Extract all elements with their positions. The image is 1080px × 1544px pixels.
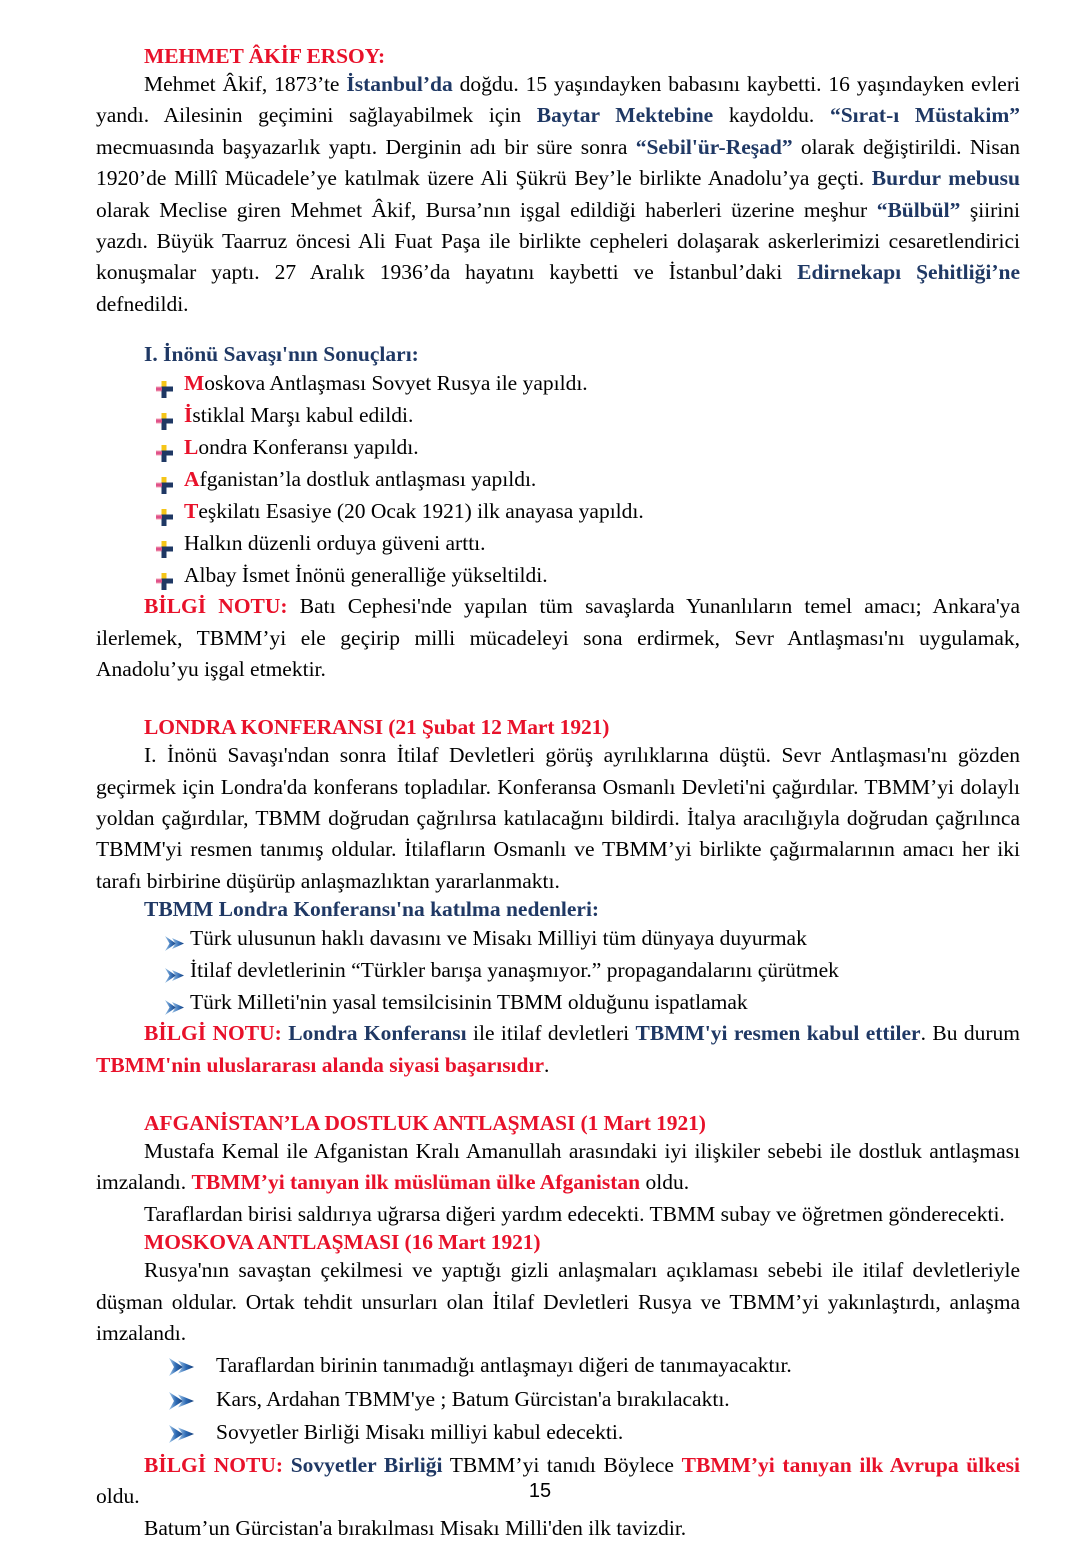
list-item: [156, 367, 1020, 399]
text-run: şiirini yazdı. Büyük Taarruz öncesi Ali Fuat Paşa ile birlikte cepheleri dolaşarak askerlerimizi cesaretlendirici konuşmalar yaptı. 27 Aralık 1936’da hayatını kaybetti ve İstanbul’daki: [96, 197, 1021, 285]
cross-bullet-icon: [156, 471, 173, 488]
emphasis-bulbul: “Bülbül”: [876, 197, 961, 222]
item-text: Halkın düzenli orduya güveni arttı.: [184, 531, 486, 556]
list-item: [164, 922, 1020, 954]
paragraph-mehmet-akif: [96, 69, 1020, 320]
item-text: stiklal Marşı kabul edildi.: [192, 403, 414, 428]
item-text: Türk ulusunun haklı davasını ve Misakı Milliyi tüm dünyaya duyurmak: [190, 926, 807, 951]
arrow-bullet-icon: [168, 1422, 196, 1444]
text-run: . Bu durum: [920, 1021, 1020, 1046]
text-run: olarak Meclise giren Mehmet Âkif, Bursa’nın işgal edildiği haberleri üzerine meşhur: [96, 197, 877, 222]
page-number: 15: [528, 1480, 552, 1502]
list-item: [156, 431, 1020, 463]
item-lead-letter: A: [184, 467, 200, 492]
emphasis-burdur-mebusu: Burdur mebusu: [871, 166, 1021, 191]
item-text: Kars, Ardahan TBMM'ye ; Batum Gürcistan'a bırakılacaktı.: [216, 1386, 730, 1411]
text-run: oldu.: [640, 1170, 690, 1195]
arrow-bullet-icon: [164, 961, 186, 978]
item-text: ondra Konferansı yapıldı.: [198, 435, 419, 460]
cross-bullet-icon: [156, 567, 173, 584]
item-text: Türk Milleti'nin yasal temsilcisinin TBMM olduğunu ispatlamak: [190, 990, 748, 1015]
text-run: mecmuasında başyazarlık yaptı. Derginin adı bir süre sonra: [96, 134, 636, 159]
arrow-bullet-icon: [164, 929, 186, 946]
text-run: .: [544, 1052, 550, 1077]
text-run: defnedildi.: [96, 291, 189, 316]
emphasis-tbmm-resmen-kabul: TBMM'yi resmen kabul ettiler: [635, 1021, 921, 1046]
section-heading-moskova: MOSKOVA ANTLAŞMASI (16 Mart 1921): [144, 1230, 541, 1255]
bilgi-notu-label: BİLGİ NOTU:: [144, 1021, 282, 1046]
item-text: Sovyetler Birliği Misakı milliyi kabul edecekti.: [216, 1420, 624, 1445]
cross-bullet-icon: [156, 439, 173, 456]
list-item: [156, 495, 1020, 527]
list-item: [156, 399, 1020, 431]
bilgi-notu-text: Batı Cephesi'nde yapılan tüm savaşlarda Yunanlıların temel amacı; Ankara'ya ilerlemek, TBMM’yi ele geçirip milli mücadeleyi sona erdirmek, Sevr Antlaşması'nı uygulamak, Anadolu’yu işgal etmektir.: [96, 594, 1020, 681]
item-text: fganistan’la dostluk antlaşması yapıldı.: [199, 467, 537, 492]
text-run: [283, 1453, 291, 1477]
cross-bullet-icon: [156, 535, 173, 552]
text-run: Mehmet Âkif, 1873’te: [144, 72, 347, 96]
item-text: İtilaf devletlerinin “Türkler barışa yanaşmıyor.” propagandalarını çürütmek: [190, 958, 839, 983]
section-heading-afganistan: AFGANİSTAN’LA DOSTLUK ANTLAŞMASI (1 Mart 1921): [144, 1111, 706, 1136]
item-text: eşkilatı Esasiye (20 Ocak 1921) ilk anayasa yapıldı.: [198, 499, 644, 524]
emphasis-sovyetler-birligi: Sovyetler Birliği: [290, 1452, 443, 1477]
arrow-bullet-icon: [168, 1355, 196, 1377]
arrow-bullet-icon: [168, 1389, 196, 1411]
list-item: [156, 527, 1020, 559]
list-item: [156, 463, 1020, 495]
emphasis-edirnekapi-sehitligi: Edirnekapı Şehitliği’ne: [797, 260, 1020, 285]
list-item: [156, 559, 1020, 591]
paragraph-afganistan-1: [96, 1136, 1020, 1199]
list-item: [164, 986, 1020, 1018]
section-heading-londra-konferansi: LONDRA KONFERANSI (21 Şubat 12 Mart 1921): [144, 715, 610, 740]
paragraph-moskova-closing: Batum’un Gürcistan'a bırakılması Misakı Milli'den ilk tavizdir.: [144, 1515, 687, 1540]
emphasis-tbmm-siyasi-basari: TBMM'nin uluslararası alanda siyasi başarısıdır: [96, 1052, 545, 1077]
emphasis-londra-konferansi: Londra Konferansı: [288, 1021, 467, 1046]
text-run: doğdu. 15 yaşındayken babasını kaybetti. 16 yaşındayken evleri yandı. Ailesinin geçimini sağlayabilmek için: [96, 72, 1020, 128]
text-run: TBMM’yi tanıdı Böylece: [442, 1452, 682, 1477]
text-run: kaydoldu.: [713, 103, 830, 128]
paragraph-londra-konferansi: I. İnönü Savaşı'ndan sonra İtilaf Devletleri görüş ayrılıklarına düştü. Sevr Antlaşması'nı gözden geçirmek için Londra'da konferans topladılar. Konferansa Osmanlı Devleti'ni çağırdılar. TBMM’yi dolaylı yoldan çağırdılar, TBMM doğrudan çağrılırsa katılacağını bildirdi. İtalya aracılığıyla doğrudan çağrılınca TBMM'yi resmen tanımış oldular. İtilafların Osmanlı ve TBMM’yi birlikte çağırmalarının amacı her iki tarafı birbirine düşürüp anlaşmazlıktan yararlanmaktı.: [96, 743, 1020, 893]
cross-bullet-icon: [156, 503, 173, 520]
emphasis-istanbulda: İstanbul’da: [346, 72, 453, 96]
text-run: oldu.: [96, 1484, 140, 1509]
text-run: olarak değiştirildi. Nisan 1920’de Millî Mücadele’ye katılmak üzere Ali Şükrü Bey’le birlikte Anadolu’ya geçti.: [96, 134, 1020, 191]
subheading-inonu-sonuclari: I. İnönü Savaşı'nın Sonuçları:: [144, 342, 419, 366]
cross-bullet-icon: [156, 407, 173, 424]
subheading-tbmm-katilma-nedenleri: TBMM Londra Konferansı'na katılma nedenleri:: [144, 897, 600, 922]
item-lead-letter: T: [184, 499, 199, 524]
paragraph-moskova: Rusya'nın savaştan çekilmesi ve yaptığı gizli anlaşmaları açıklaması sebebi ile itilaf devletleriyle düşman oldular. Ortak tehdit unsurları olan İtilaf Devletleri Rusya ve TBMM’yi yakınlaştırdı, anlaşma imzalandı.: [96, 1258, 1020, 1345]
list-item: [168, 1416, 1020, 1450]
item-text: oskova Antlaşması Sovyet Rusya ile yapıldı.: [204, 371, 588, 395]
item-lead-letter: L: [184, 435, 199, 460]
bilgi-notu-inonu: [96, 591, 1020, 685]
bilgi-notu-label: BİLGİ NOTU:: [144, 594, 288, 619]
item-lead-letter: İ: [184, 403, 193, 428]
text-run: Mustafa Kemal ile Afganistan Kralı Amanullah arasındaki iyi ilişkiler sebebi ile dostluk antlaşması imzalandı.: [96, 1139, 1020, 1195]
list-item: [168, 1349, 1020, 1383]
list-item: [168, 1383, 1020, 1417]
text-run: ile itilaf devletleri: [466, 1021, 636, 1046]
section-heading-mehmet-akif: MEHMET ÂKİF ERSOY:: [144, 44, 386, 68]
emphasis-sirati-mustakim: “Sırat-ı Müstakim”: [829, 103, 1020, 128]
bilgi-notu-londra: [96, 1018, 1020, 1081]
item-lead-letter: M: [184, 371, 205, 395]
cross-bullet-icon: [156, 375, 173, 392]
bilgi-notu-label: BİLGİ NOTU:: [144, 1452, 284, 1477]
list-moskova-maddeleri: [96, 1349, 1020, 1450]
emphasis-ilk-musluman-ulke: TBMM’yi tanıyan ilk müslüman ülke Afganistan: [191, 1170, 641, 1195]
emphasis-sebilur-resad: “Sebil'ür-Reşad”: [635, 134, 793, 159]
emphasis-baytar-mektebine: Baytar Mektebine: [536, 103, 714, 128]
item-text: Albay İsmet İnönü generalliğe yükseltildi.: [184, 563, 548, 588]
list-inonu-sonuclari: [96, 367, 1020, 591]
arrow-bullet-icon: [164, 993, 186, 1010]
list-katilma-nedenleri: [96, 922, 1020, 1018]
list-item: [164, 954, 1020, 986]
item-text: Taraflardan birinin tanımadığı antlaşmayı diğeri de tanımayacaktır.: [216, 1353, 792, 1378]
paragraph-afganistan-2: Taraflardan birisi saldırıya uğrarsa diğeri yardım edecekti. TBMM subay ve öğretmen gönderecekti.: [144, 1201, 1005, 1226]
emphasis-ilk-avrupa-ulkesi: TBMM’yi tanıyan ilk Avrupa ülkesi: [681, 1452, 1021, 1477]
